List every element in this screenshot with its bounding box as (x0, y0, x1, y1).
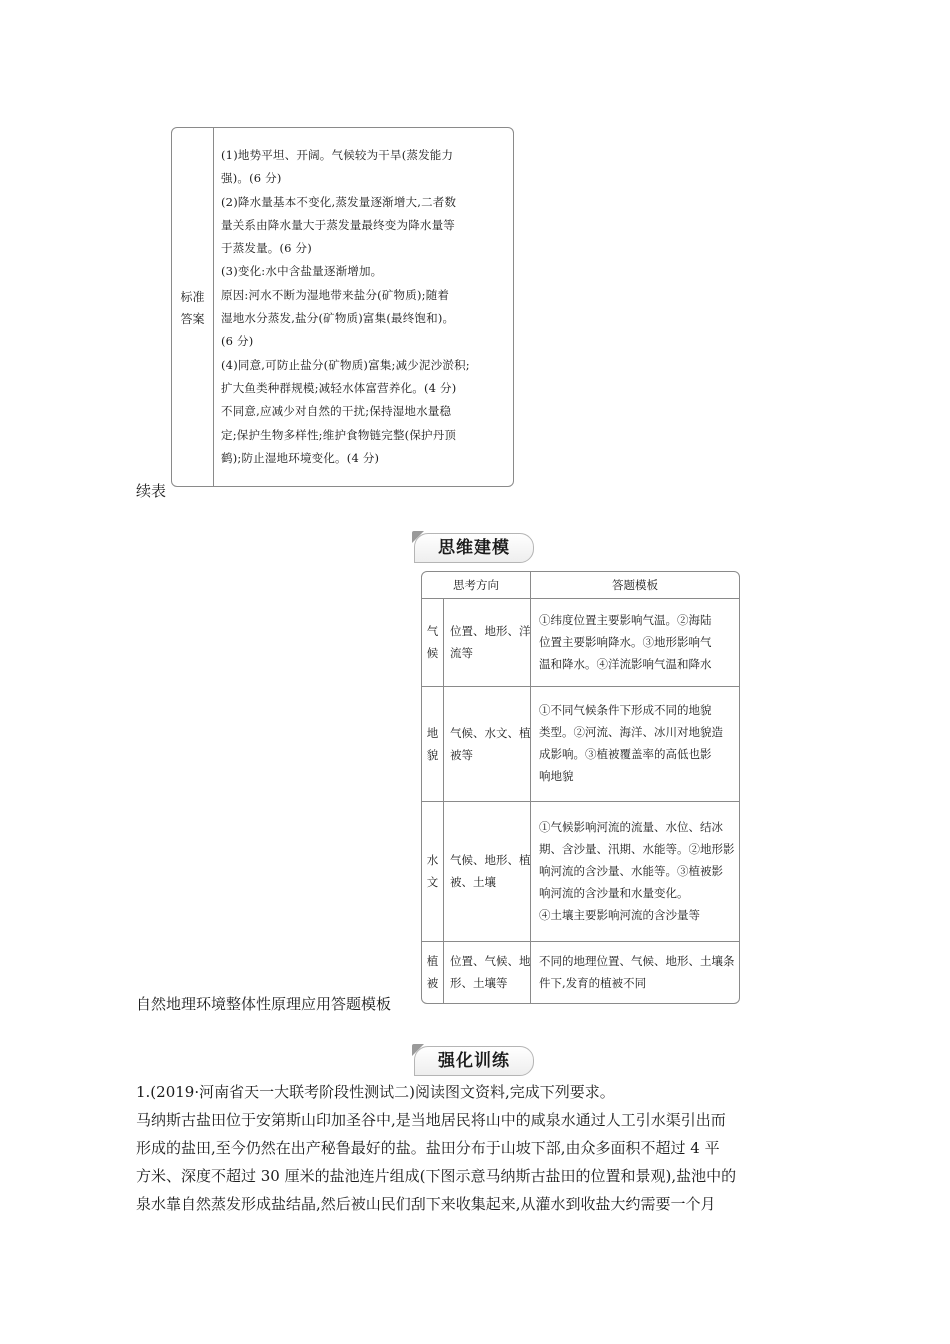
template-line: 成影响。③植被覆盖率的高低也影 (539, 747, 712, 761)
section-header-thinking-model (414, 533, 534, 563)
exercise-question-line: 1.(2019·河南省天一大联考阶段性测试二)阅读图文资料,完成下列要求。 (136, 1083, 615, 1101)
table-row-category (422, 722, 443, 766)
condition-line: 形、土壤等 (450, 976, 508, 990)
template-line: 温和降水。④洋流影响气温和降水 (539, 657, 712, 671)
condition-line: 气候、水文、植 (450, 726, 531, 740)
table-row-conditions (450, 620, 531, 664)
exercise-paragraph-line: 方米、深度不超过 30 厘米的盐池连片组成(下图示意马纳斯古盐田的位置和景观),盐池中的 (136, 1167, 737, 1185)
template-line: 响河流的含沙量、水能等。③植被影 (539, 864, 723, 878)
template-line: ①不同气候条件下形成不同的地貌 (539, 703, 712, 717)
table-row-template (539, 816, 737, 926)
table-row-category (422, 950, 443, 994)
condition-line: 位置、地形、洋 (450, 624, 531, 638)
table-divider (422, 686, 739, 687)
section-title: 思维建模 (438, 538, 510, 558)
template-line: 期、含沙量、汛期、水能等。②地形影 (539, 842, 735, 856)
template-line: 响河流的含沙量和水量变化。 (539, 886, 689, 900)
category-char: 植 (426, 954, 439, 968)
template-line: 类型。②河流、海洋、冰川对地貌造 (539, 725, 723, 739)
table-divider (422, 598, 739, 599)
answer-line: (4)同意,可防止盐分(矿物质)富集;减少泥沙淤积; (221, 357, 470, 372)
table-row-category (422, 620, 443, 664)
table-row-template (539, 950, 737, 994)
category-char: 貌 (426, 748, 439, 762)
template-line: 位置主要影响降水。③地形影响气 (539, 635, 712, 649)
answer-line: (6 分) (221, 334, 254, 349)
table-caption-model: 自然地理环境整体性原理应用答题模板 (136, 995, 392, 1013)
condition-line: 位置、气候、地 (450, 954, 531, 968)
table-caption-continued: 续表 (136, 482, 167, 500)
category-char: 水 (426, 853, 439, 867)
table-row-category (422, 849, 443, 893)
standard-answer-table (171, 127, 514, 487)
condition-line: 被等 (450, 748, 473, 762)
category-char: 候 (426, 646, 439, 660)
answer-line: 不同意,应减少对自然的干扰;保持湿地水量稳 (221, 404, 452, 419)
answer-line: 原因:河水不断为湿地带来盐分(矿物质);随着 (221, 287, 450, 302)
table-header-template: 答题模板 (612, 578, 658, 592)
answer-line: (3)变化:水中含盐量逐渐增加。 (221, 264, 383, 279)
exercise-text (136, 1078, 826, 1218)
answer-line: 定;保护生物多样性;维护食物链完整(保护丹顶 (221, 427, 457, 442)
category-char: 文 (426, 875, 439, 889)
tab-corner-decoration (412, 1044, 424, 1056)
template-line: ①纬度位置主要影响气温。②海陆 (539, 613, 712, 627)
answer-line: 鹤);防止湿地环境变化。(4 分) (221, 450, 380, 465)
table-row-conditions (450, 722, 531, 766)
condition-line: 流等 (450, 646, 473, 660)
answer-line: 量关系由降水量大于蒸发量最终变为降水量等 (221, 217, 455, 232)
section-header-training (414, 1046, 534, 1076)
tab-corner-decoration (412, 531, 424, 543)
answer-label (172, 286, 213, 330)
template-line: 不同的地理位置、气候、地形、土壤条 (539, 954, 735, 968)
table-row-conditions (450, 849, 531, 893)
section-title: 强化训练 (438, 1051, 510, 1071)
condition-line: 气候、地形、植 (450, 853, 531, 867)
thinking-model-table (421, 571, 740, 1004)
answer-line: 于蒸发量。(6 分) (221, 241, 312, 256)
answer-label-line: 标准 (180, 290, 205, 304)
answer-line: 扩大鱼类种群规模;减轻水体富营养化。(4 分) (221, 380, 457, 395)
table-row-conditions (450, 950, 531, 994)
table-header-direction: 思考方向 (453, 578, 499, 592)
exercise-paragraph-line: 马纳斯古盐田位于安第斯山印加圣谷中,是当地居民将山中的咸泉水通过人工引水渠引出而 (136, 1111, 726, 1129)
table-divider (422, 801, 739, 802)
category-char: 气 (426, 624, 439, 638)
answer-line: (2)降水量基本不变化,蒸发量逐渐增大,二者数 (221, 194, 457, 209)
template-line: 响地貌 (539, 769, 574, 783)
answer-content (221, 144, 511, 470)
table-divider (422, 941, 739, 942)
template-line: ①气候影响河流的流量、水位、结冰 (539, 820, 723, 834)
table-divider (213, 128, 214, 486)
exercise-paragraph-line: 泉水靠自然蒸发形成盐结晶,然后被山民们刮下来收集起来,从灌水到收盐大约需要一个月 (136, 1195, 716, 1213)
answer-label-line: 答案 (180, 312, 205, 326)
answer-line: 强)。(6 分) (221, 171, 282, 186)
category-char: 被 (426, 976, 439, 990)
table-row-template (539, 699, 737, 787)
table-row-template (539, 609, 737, 675)
category-char: 地 (426, 726, 439, 740)
template-line: 件下,发育的植被不同 (539, 976, 647, 990)
exercise-paragraph-line: 形成的盐田,至今仍然在出产秘鲁最好的盐。盐田分布于山坡下部,由众多面积不超过 4 平 (136, 1139, 720, 1157)
template-line: ④土壤主要影响河流的含沙量等 (539, 908, 700, 922)
answer-line: (1)地势平坦、开阔。气候较为干旱(蒸发能力 (221, 148, 454, 162)
answer-line: 湿地水分蒸发,盐分(矿物质)富集(最终饱和)。 (221, 311, 455, 326)
condition-line: 被、土壤 (450, 875, 496, 889)
